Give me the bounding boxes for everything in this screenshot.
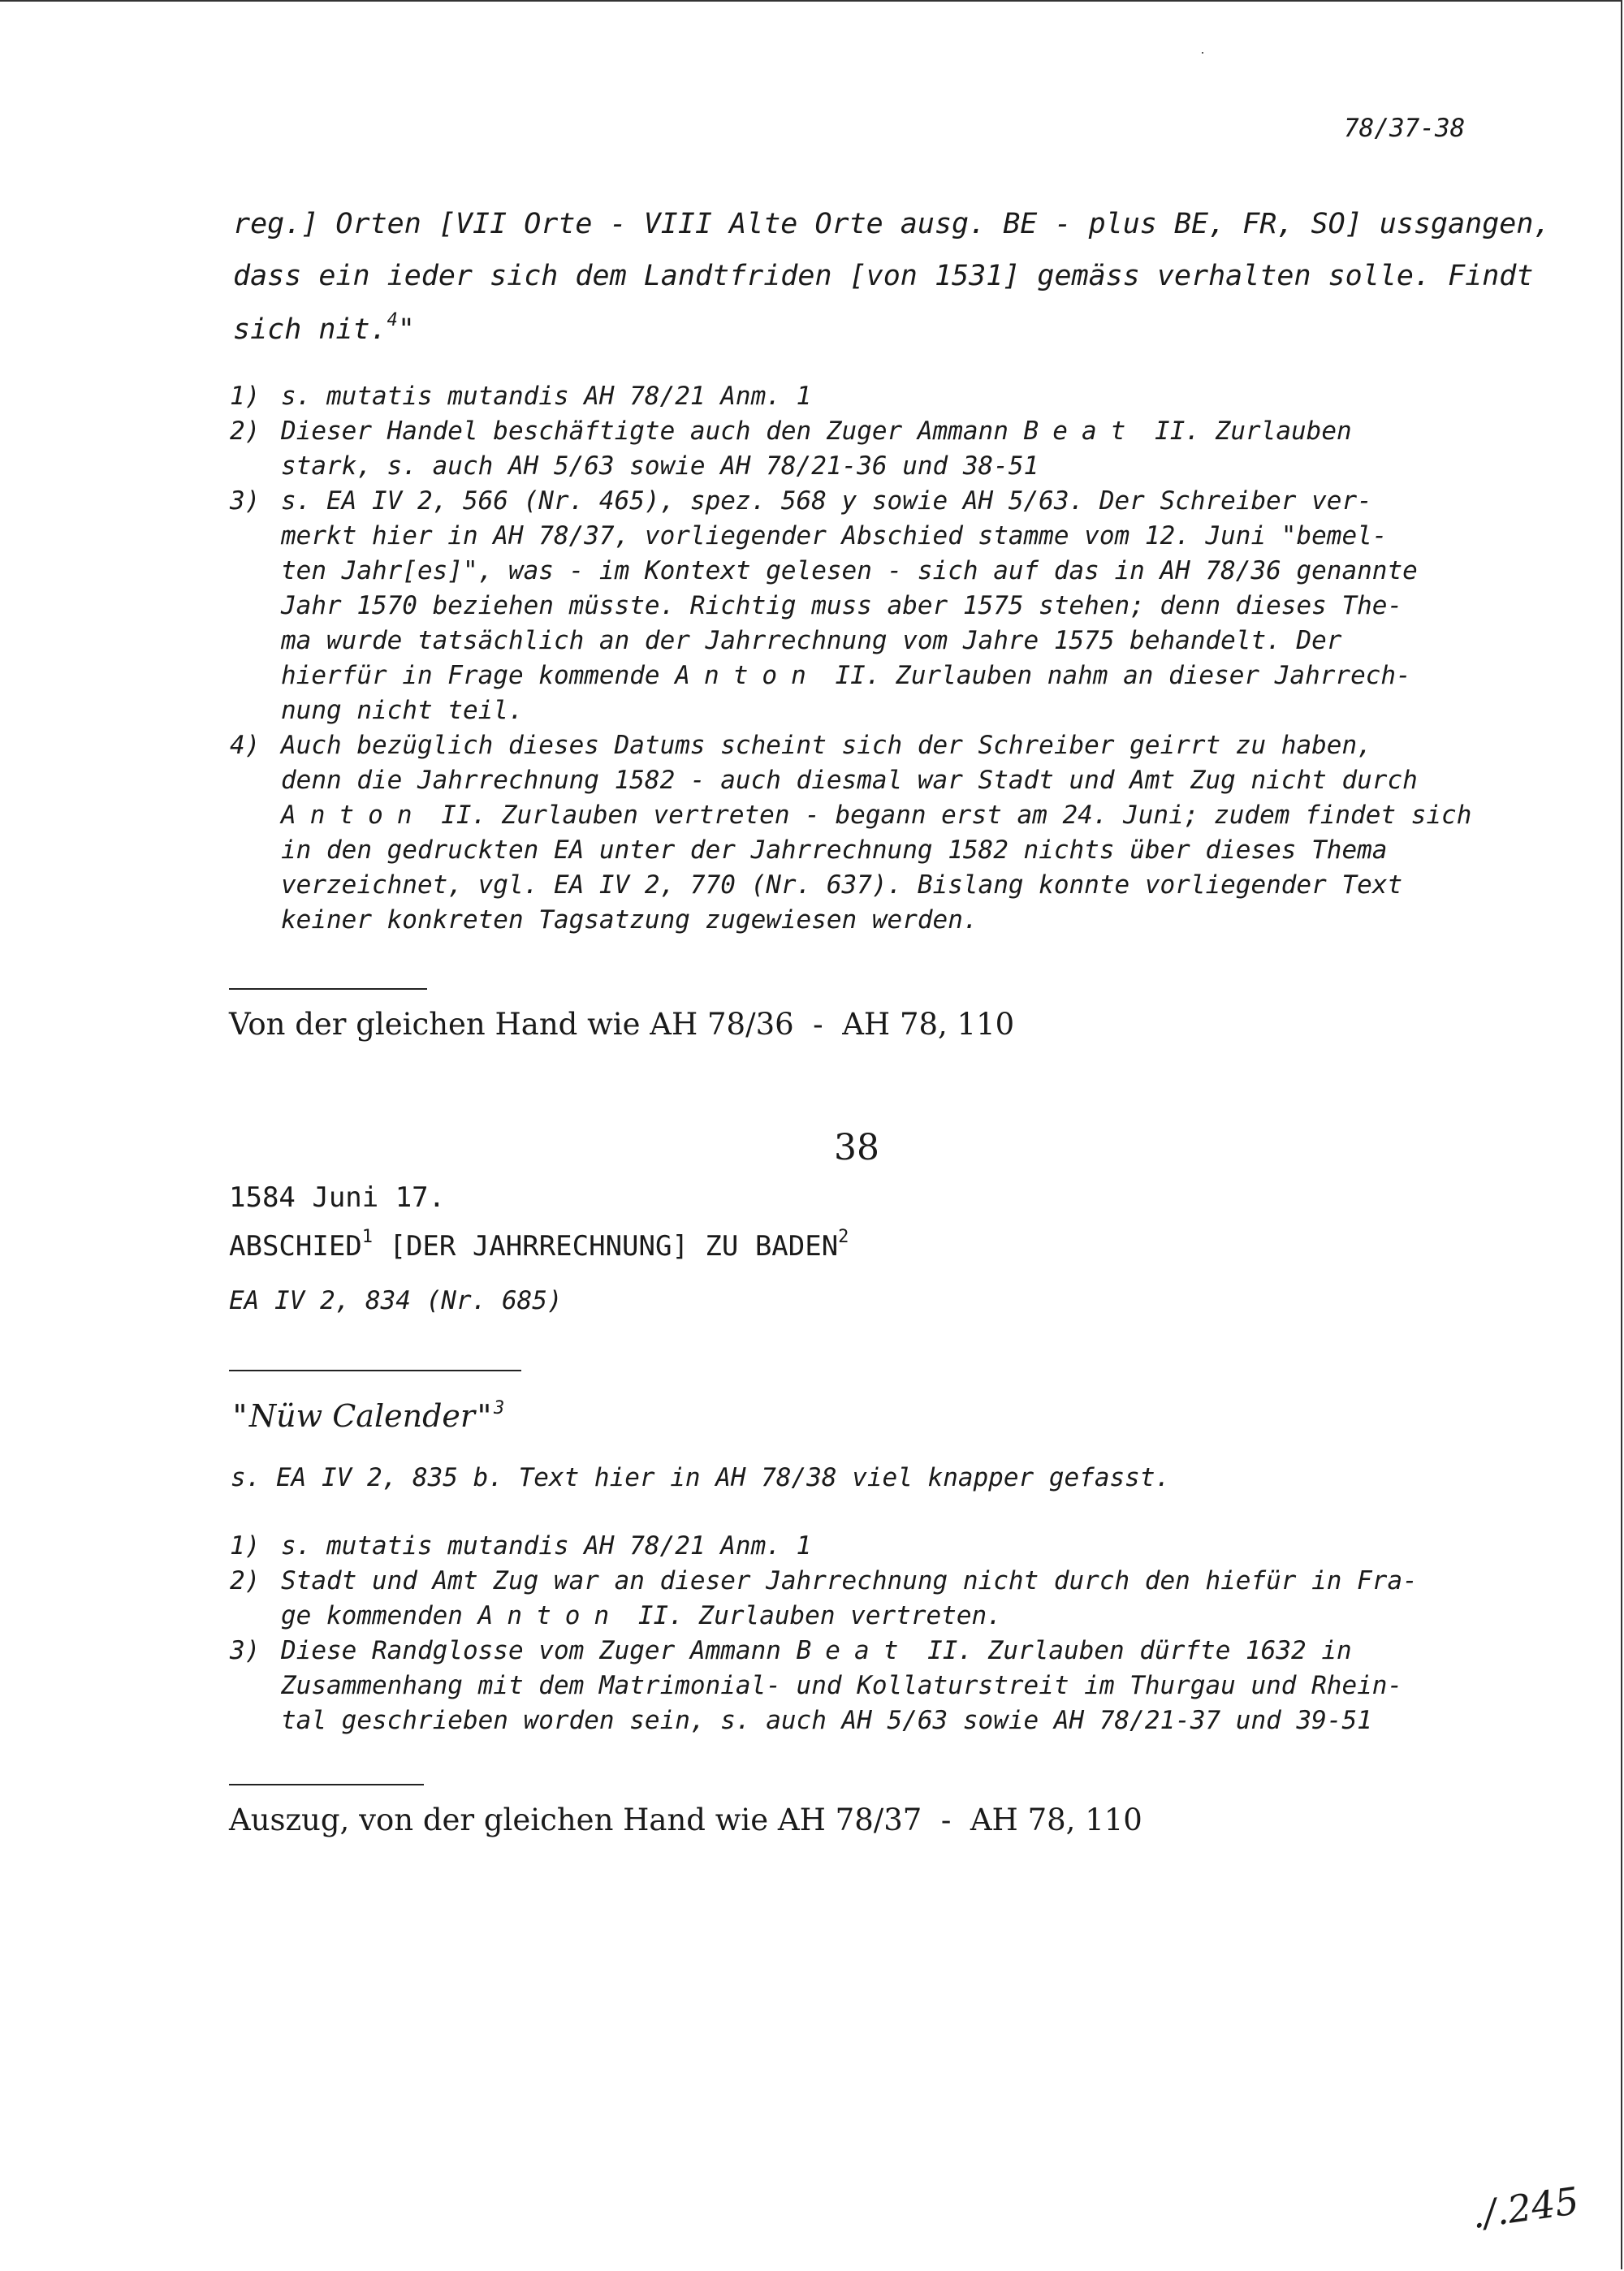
document-title (229, 1227, 849, 1263)
spaced-name: Anton (477, 1601, 624, 1630)
spaced-name: Anton (675, 661, 820, 690)
fn37-4-line: keiner konkreten Tagsatzung zugewiesen werden. (281, 905, 978, 935)
spaced-name: Beat (796, 1636, 913, 1665)
document-number: 38 (834, 1127, 879, 1168)
fn37-4-num: 4) (230, 731, 261, 760)
fn37-2-line: Dieser Handel beschäftigte auch den Zuger Ammann Beat II. Zurlauben (281, 417, 1352, 446)
title-part-a: ABSCHIED (229, 1230, 362, 1263)
gloss-open-quote: " (231, 1398, 249, 1434)
fn38-3-line: Diese Randglosse vom Zuger Ammann Beat II. Zurlauben dürfte 1632 in (281, 1636, 1352, 1665)
quote-line-1: reg.] Orten [VII Orte - VIII Alte Orte ausg. BE - plus BE, FR, SO] ussgangen, (233, 208, 1551, 240)
title-footnote-2: 2 (838, 1227, 849, 1247)
quote-close: " (397, 313, 415, 346)
fn37-4-line: denn die Jahrrechnung 1582 - auch diesmal war Stadt und Amt Zug nicht durch (281, 766, 1418, 795)
title-footnote-1: 1 (361, 1227, 374, 1247)
divider-rule (229, 1784, 424, 1785)
document-reference: EA IV 2, 834 (Nr. 685) (229, 1286, 563, 1315)
divider-rule (229, 1370, 521, 1371)
gloss-footnote: 3 (493, 1398, 505, 1418)
fn37-1-num: 1) (230, 382, 261, 411)
quote-text: sich nit. (233, 313, 387, 346)
fn38-2-line: ge kommenden Anton II. Zurlauben vertreten. (281, 1601, 1002, 1630)
source-line-38: Auszug, von der gleichen Hand wie AH 78/37 - AH 78, 110 (229, 1803, 1142, 1837)
quote-line-3 (233, 310, 415, 346)
fn37-3-num: 3) (230, 486, 261, 516)
fn37-1-line: s. mutatis mutandis AH 78/21 Anm. 1 (281, 382, 812, 411)
fn38-1-num: 1) (230, 1531, 261, 1561)
margin-gloss (231, 1398, 504, 1435)
fn38-1-line: s. mutatis mutandis AH 78/21 Anm. 1 (281, 1531, 812, 1561)
gloss-text: Nüw Calender (248, 1398, 476, 1434)
spaced-name: Beat (1023, 417, 1140, 446)
fn37-2-line: stark, s. auch AH 5/63 sowie AH 78/21-36 und 38-51 (281, 451, 1039, 481)
fn38-3-num: 3) (230, 1636, 261, 1665)
fn38-2-line: Stadt und Amt Zug war an dieser Jahrrechnung nicht durch den hiefür in Fra- (281, 1566, 1418, 1595)
quote-line-2: dass ein ieder sich dem Landtfriden [von 1531] gemäss verhalten solle. Findt (233, 260, 1534, 292)
document-date: 1584 Juni 17. (229, 1181, 446, 1214)
fn38-3-line: Zusammenhang mit dem Matrimonial- und Kollaturstreit im Thurgau und Rhein- (281, 1671, 1403, 1700)
handwritten-folio-number: ./.245 (1469, 2178, 1583, 2237)
fn37-4-line: Auch bezüglich dieses Datums scheint sich der Schreiber geirrt zu haben, (281, 731, 1372, 760)
fn37-3-line: nung nicht teil. (281, 696, 524, 725)
fn37-3-line: hierfür in Frage kommende Anton II. Zurlauben nahm an dieser Jahrrech- (281, 661, 1411, 690)
speck (1202, 52, 1203, 54)
fn37-3-line: merkt hier in AH 78/37, vorliegender Abschied stamme vom 12. Juni "bemel- (281, 521, 1388, 550)
page-number: 78/37-38 (1344, 114, 1466, 143)
fn37-3-line: Jahr 1570 beziehen müsste. Richtig muss aber 1575 stehen; denn dieses The- (281, 591, 1403, 620)
fn37-3-line: ma wurde tatsächlich an der Jahrrechnung vom Jahre 1575 behandelt. Der (281, 626, 1342, 655)
title-part-b: [DER JAHRRECHNUNG] ZU BADEN (373, 1230, 839, 1263)
fn37-2-num: 2) (230, 417, 261, 446)
divider-rule (229, 988, 427, 990)
spaced-name: Anton (281, 801, 426, 830)
fn37-3-line: s. EA IV 2, 566 (Nr. 465), spez. 568 y sowie AH 5/63. Der Schreiber ver- (281, 486, 1372, 516)
quote-footnote-mark: 4 (387, 310, 398, 330)
document-note: s. EA IV 2, 835 b. Text hier in AH 78/38 viel knapper gefasst. (231, 1463, 1171, 1492)
gloss-close-quote: " (475, 1398, 494, 1434)
fn37-3-line: ten Jahr[es]", was - im Kontext gelesen - sich auf das in AH 78/36 genannte (281, 556, 1418, 585)
source-line-37: Von der gleichen Hand wie AH 78/36 - AH 78, 110 (229, 1007, 1015, 1042)
fn38-3-line: tal geschrieben worden sein, s. auch AH 5/63 sowie AH 78/21-37 und 39-51 (281, 1706, 1372, 1735)
fn37-4-line: verzeichnet, vgl. EA IV 2, 770 (Nr. 637). Bislang konnte vorliegender Text (281, 870, 1403, 900)
fn37-4-line: in den gedruckten EA unter der Jahrrechnung 1582 nichts über dieses Thema (281, 835, 1388, 865)
fn38-2-num: 2) (230, 1566, 261, 1595)
fn37-4-line: Anton II. Zurlauben vertreten - begann erst am 24. Juni; zudem findet sich (281, 801, 1472, 830)
